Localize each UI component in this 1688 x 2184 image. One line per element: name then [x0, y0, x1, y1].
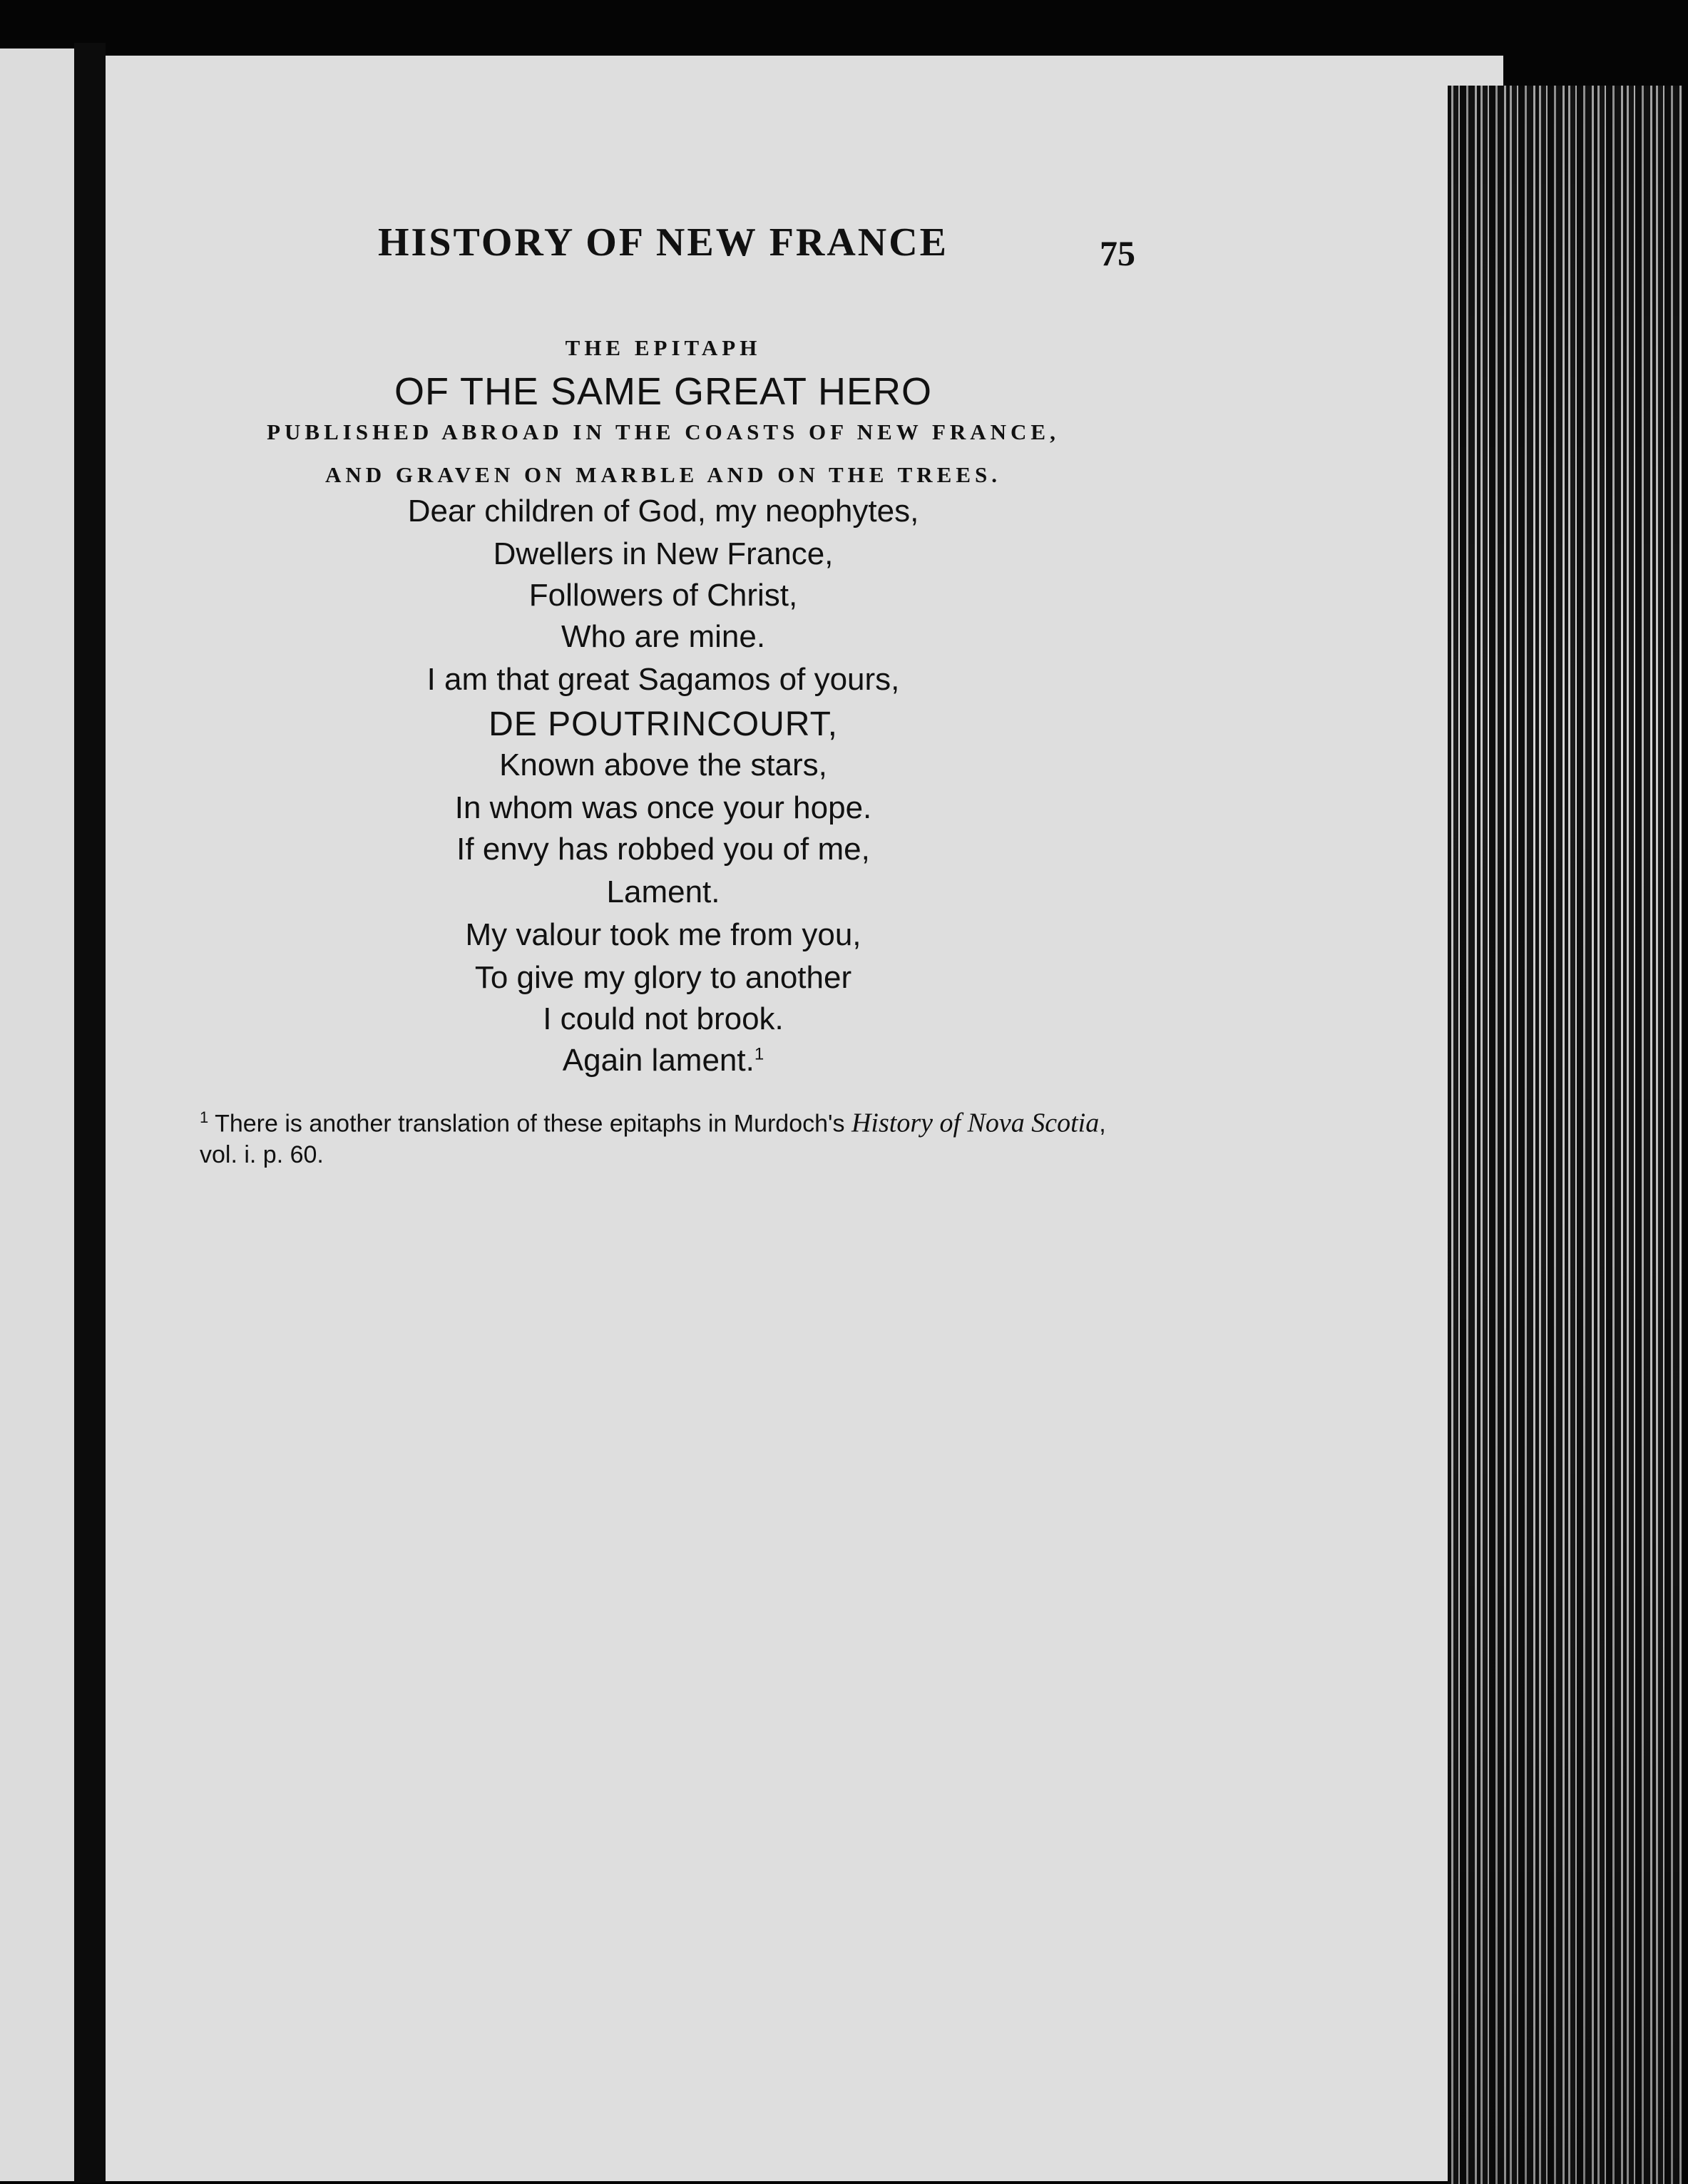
verse-line-text: Again lament. [562, 1043, 755, 1078]
epitaph-heading-2: OF THE SAME GREAT HERO [394, 370, 933, 413]
verse-line: Lament. [606, 874, 720, 909]
page-number: 75 [1100, 233, 1135, 273]
verse-line: My valour took me from you, [465, 917, 861, 952]
verse-line: To give my glory to another [474, 960, 852, 995]
epitaph-heading-4: AND GRAVEN ON MARBLE AND ON THE TREES. [324, 462, 1002, 487]
verse-line: Who are mine. [561, 619, 766, 654]
page-stack-shadow [1448, 86, 1683, 2184]
verse-line-name: DE POUTRINCOURT, [489, 705, 838, 743]
footnote-citation: , vol. i. p. 60. [200, 1110, 1106, 1169]
footnote [200, 1102, 1127, 1170]
epitaph-heading-3: PUBLISHED ABROAD IN THE COASTS OF NEW FRANCE, [267, 419, 1060, 444]
footnote-reference: 1 [754, 1044, 764, 1064]
footnote-mark: 1 [200, 1108, 209, 1126]
verse-line: I am that great Sagamos of yours, [426, 662, 900, 697]
verse-line: Followers of Christ, [528, 578, 798, 613]
verse-line: If envy has robbed you of me, [456, 832, 870, 867]
footnote-text: There is another translation of these epitaphs in Murdoch's [215, 1110, 845, 1138]
epitaph-heading-1: THE EPITAPH [565, 335, 762, 360]
facing-page-edge [0, 49, 74, 2181]
verse-line: Dear children of God, my neophytes, [407, 494, 919, 529]
book-gutter [74, 43, 106, 2183]
verse-line-last [100, 1043, 1227, 1078]
running-title: HISTORY OF NEW FRANCE [378, 220, 949, 265]
footnote-book-title: History of Nova Scotia [851, 1108, 1100, 1138]
verse-line: Dwellers in New France, [493, 536, 834, 571]
verse-line: I could not brook. [543, 1001, 784, 1036]
verse-line: Known above the stars, [499, 747, 827, 782]
verse-line: In whom was once your hope. [454, 790, 872, 825]
